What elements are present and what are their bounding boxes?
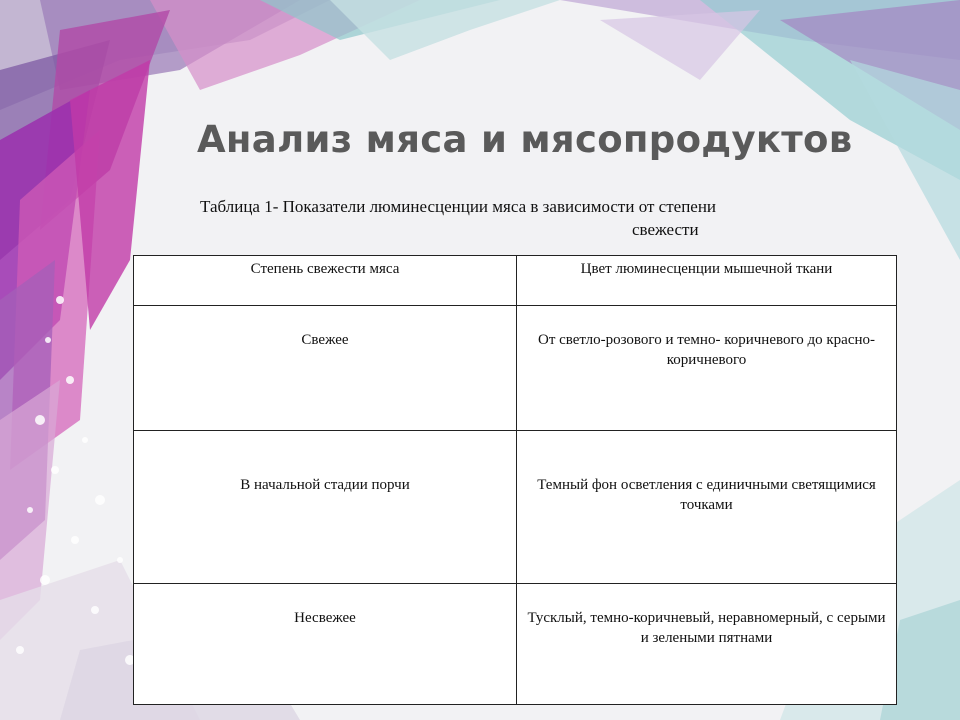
- table-cell-freshness: В начальной стадии порчи: [134, 431, 517, 584]
- table-header-row: [134, 256, 897, 306]
- column-header-luminescence-color: Цвет люминесценции мышечной ткани: [517, 256, 897, 306]
- column-header-freshness: Степень свежести мяса: [134, 256, 517, 306]
- table-cell-freshness: Несвежее: [134, 584, 517, 705]
- luminescence-table: [133, 255, 897, 705]
- table-cell-color: Тусклый, темно-коричневый, неравномерный, с серыми и зелеными пятнами: [517, 584, 897, 705]
- table-cell-color: Темный фон осветления с единичными светящимися точками: [517, 431, 897, 584]
- table-row: [134, 306, 897, 431]
- table-cell-color: От светло-розового и темно- коричневого до красно-коричневого: [517, 306, 897, 431]
- table-row: [134, 431, 897, 584]
- slide-title: Анализ мяса и мясопродуктов: [197, 118, 853, 161]
- table-row: [134, 584, 897, 705]
- table-cell-freshness: Свежее: [134, 306, 517, 431]
- caption-line-2: свежести: [632, 220, 699, 239]
- caption-line-1: Таблица 1- Показатели люминесценции мяса в зависимости от степени: [200, 197, 717, 216]
